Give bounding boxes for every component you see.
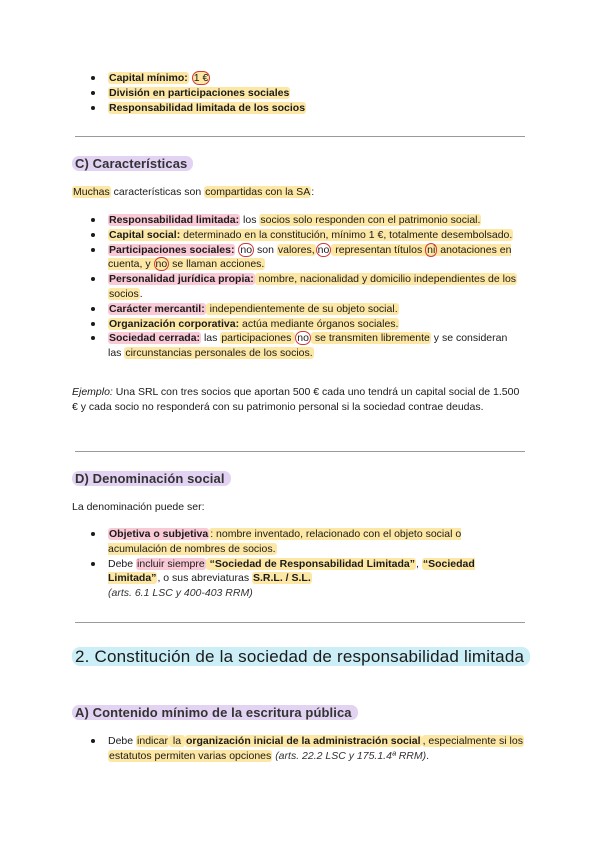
list-item: Participaciones sociales: no son valores, no representan títulos ni anotaciones en cuenta, y no se llaman acciones. (0, 243, 520, 273)
section-c-intro: Muchas características son compartidas con la SA: (73, 186, 315, 198)
section-heading-c: C) Características (72, 156, 193, 171)
circled-value: 1 € (193, 72, 209, 84)
list-item: División en participaciones sociales (0, 86, 560, 101)
list-item: Objetiva o subjetiva : nombre inventado, relacionado con el objeto social o acumulación de nombres de socios. (0, 527, 520, 557)
main-heading-2: 2. Constitución de la sociedad de responsabilidad limitada (72, 645, 542, 669)
section-heading-2a: A) Contenido mínimo de la escritura pública (72, 705, 358, 720)
divider (75, 136, 525, 137)
list-item: Debe indicar la organización inicial de la administración social , especialmente si los estatutos permiten varias opciones (arts. 22.2 LSC y 175.1.4ª RRM). (0, 734, 540, 764)
list-item: Capital social: determinado en la constitución, mínimo 1 €, totalmente desembolsado. (0, 228, 520, 243)
escritura-list (0, 734, 540, 764)
list-item: Personalidad jurídica propia: nombre, nacionalidad y domicilio independientes de los socios. (0, 272, 520, 302)
legal-reference: (arts. 22.2 LSC y 175.1.4ª RRM) (275, 749, 427, 762)
section-heading-d: D) Denominación social (72, 471, 231, 486)
top-list (0, 71, 560, 115)
list-item: Sociedad cerrada: las participaciones no se transmiten libremente y se consideran las circunstancias personales de los socios. (0, 331, 520, 361)
example-paragraph: Ejemplo: Una SRL con tres socios que aportan 500 € cada uno tendrá un capital social de 1.500 € y cada socio no responderá con su patrimonio personal si la sociedad contrae deudas. (72, 386, 520, 413)
list-item: Organización corporativa: actúa mediante órganos sociales. (0, 317, 520, 332)
divider (75, 622, 525, 623)
list-item: Responsabilidad limitada: los socios solo responden con el patrimonio social. (0, 213, 520, 228)
list-item: Capital mínimo: 1 € (0, 71, 560, 86)
section-d-intro: La denominación puede ser: (72, 501, 205, 513)
divider (75, 451, 525, 452)
list-item: Responsabilidad limitada de los socios (0, 101, 560, 116)
list-item: Debe incluir siempre “Sociedad de Responsabilidad Limitada”, “Sociedad Limitada”, o sus abreviaturas S.R.L. / S.L. (arts. 6.1 LSC y 400-403 RRM) (0, 557, 520, 601)
list-item: Carácter mercantil: independientemente de su objeto social. (0, 302, 520, 317)
characteristics-list (0, 213, 520, 361)
denomination-list (0, 527, 520, 601)
legal-reference: (arts. 6.1 LSC y 400-403 RRM) (108, 587, 253, 600)
